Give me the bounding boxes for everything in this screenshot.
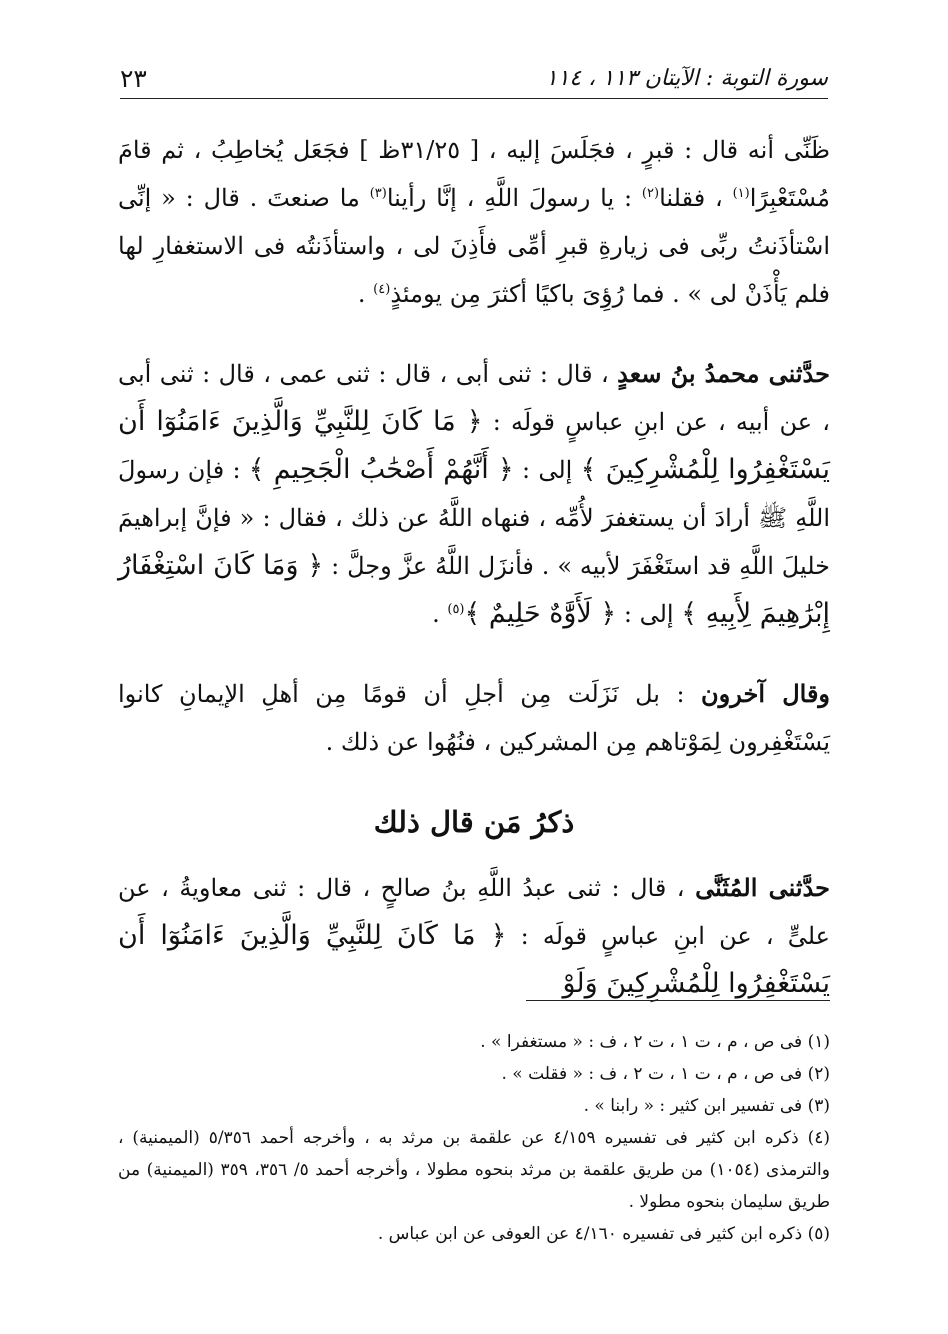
footnote-ref: (٥) [447,602,465,617]
narrator-lead: حدَّثنى محمدُ بنُ سعدٍ [617,359,830,388]
quran-verse: ﴿ مَا كَانَ لِلنَّبِيِّ وَالَّذِينَ ءَامَنُوٓا أَن يَسْتَغْفِرُوا لِلْمُشْرِكِينَ ﴾ [118,406,830,485]
text-run: ما صنعتَ . قال : « إنِّى اسْتأذَنتُ ربِّى فى زيارةِ قبرِ أمِّى فأَذِنَ لى ، واستأذَنتُه فى الاستغفارِ لها فلم يَأْذَنْ لى » . فما رُؤِىَ باكيًا أكثرَ مِن يومئذٍ [118,184,830,308]
footnote: (٥) ذكره ابن كثير فى تفسيره ٤/١٦٠ عن العوفى عن ابن عباس . [377,1224,830,1244]
footnotes [118,1026,830,1250]
footnote: (١) فى ص ، م ، ت ١ ، ت ٢ ، ف : « مستغفرا » . [480,1032,830,1052]
text-run: ظَنِّى أنه قال : قبرٍ ، فجَلَسَ إليه ، [ ٣١/٢٥ظ ] فجَعَل يُخاطِبُ ، ثم قامَ مُسْتَعْبِرًا [118,136,831,212]
footnote-ref: (٢) [641,186,660,201]
paragraph-1 [118,126,830,318]
page-header [120,58,828,99]
quran-verse: ﴿ أَنَّهُمْ أَصْحَٰبُ الْجَحِيمِ ﴾ [248,454,514,485]
quran-verse: ﴿ لَأَوَّٰهٌ حَلِيمٌ ﴾ [464,598,617,629]
paragraph-4 [118,864,830,1008]
text-run: إلى : [623,600,674,628]
page-number: ٢٣ [120,63,147,93]
running-head: سورة التوبة : الآيتان ١١٣ ، ١١٤ [545,65,828,91]
text-run: ، فقلنا [659,184,723,212]
text-run: . [357,280,366,308]
footnote-ref: (٣) [369,186,387,201]
main-text [118,126,830,1040]
text-run: إلى : [521,456,573,484]
footnote-ref: (١) [732,186,750,201]
footnote: (٣) فى تفسير ابن كثير : « رابنا » . [583,1096,830,1116]
quran-verse: ﴿ مَا كَانَ لِلنَّبِيِّ وَالَّذِينَ ءَامَنُوٓا أَن يَسْتَغْفِرُوا لِلْمُشْرِكِينَ وَلَوْ [118,920,830,999]
text-run: : بل نَزَلَت مِن أجلِ أن قومًا مِن أهلِ الإيمانِ كانوا يَسْتَغْفِرون لِمَوْتاهم مِن المشركين ، فنُهُوا عن ذلك . [118,680,830,756]
text-run: ، قال : ثنى أبى ، قال : ثنى عمى ، قال : ثنى أبى ، عن أبيه ، عن ابنِ عباسٍ قولَه : [118,360,830,436]
paragraph-2 [118,350,830,638]
narrator-lead: حدَّثنى المُثَنَّى [695,873,830,902]
footnote: (٤) ذكره ابن كثير فى تفسيره ٤/١٥٩ عن علقمة بن مرثد به ، وأخرجه أحمد ٥/٣٥٦ (الميمنية) ، والترمذى (١٠٥٤) من طريق علقمة بن مرثد بنحوه مطولا ، وأخرجه أحمد ٥/ ٣٥٦، ٣٥٩ (الميمنية) من طريق سليمان بنحوه مطولا . [118,1128,831,1212]
section-heading: ذكرُ مَن قال ذلك [373,805,575,839]
narrator-lead: وقال آخرون [701,679,831,708]
quran-verse: ﴿ وَمَا كَانَ اسْتِغْفَارُ إِبْرَٰهِيمَ لِأَبِيهِ ﴾ [118,550,830,629]
footnote-ref: (٤) [373,282,391,297]
footnote: (٢) فى ص ، م ، ت ١ ، ت ٢ ، ف : « فقلت » . [501,1064,830,1084]
text-run: ، قال : ثنى عبدُ اللَّهِ بنُ صالحٍ ، قال : ثنى معاويةُ ، عن علىٍّ ، عن ابنِ عباسٍ قولَه : [118,874,830,950]
paragraph-3 [118,670,830,766]
text-run: : يا رسولَ اللَّهِ ، إنَّا رأينا [386,184,633,212]
text-run: . [432,600,440,628]
footnote-divider [526,1000,830,1001]
text-run: : فإن رسولَ اللَّهِ ﷺ أرادَ أن يستغفرَ لأُمِّه ، فنهاه اللَّهُ عن ذلك ، فقال : « فإنَّ إبراهيمَ خليلَ اللَّهِ قد استَغْفَرَ لأبيه » . فأنزَل اللَّهُ عزَّ وجلَّ : [118,456,830,580]
